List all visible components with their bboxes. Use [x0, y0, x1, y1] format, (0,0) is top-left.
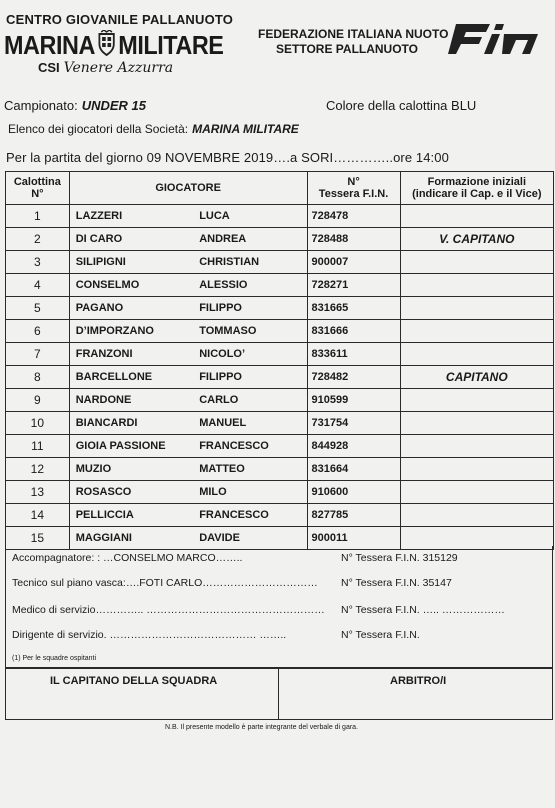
fin-logo-icon [448, 20, 546, 58]
roster-table [5, 171, 554, 550]
roster-cell-name: MANUEL [195, 412, 307, 435]
club-title-militare: MILITARE [118, 30, 224, 60]
roster-cell-number: 9 [6, 389, 70, 412]
roster-row [6, 435, 554, 458]
dirigente-tessera: N° Tessera F.I.N. [341, 629, 420, 641]
roster-cell-tessera: 833611 [307, 343, 400, 366]
club-subtitle-venere: Venere Azzurra [63, 60, 174, 76]
footer-note: N.B. Il presente modello è parte integrante del verbale di gara. [165, 724, 359, 731]
roster-cell-formazione [400, 297, 553, 320]
club-subtitle-csi: CSI [38, 60, 60, 75]
federation-name: FEDERAZIONE ITALIANA NUOTO [258, 27, 449, 41]
header-formazione: Formazione iniziali (indicare il Cap. e il Vice) [400, 172, 553, 205]
roster-cell-surname: MAGGIANI [69, 527, 195, 550]
roster-cell-formazione [400, 205, 553, 228]
campionato-label: Campionato: [4, 98, 78, 113]
roster-cell-number: 15 [6, 527, 70, 550]
accompagnatore: Accompagnatore: : …CONSELMO MARCO…….. [12, 552, 243, 564]
roster-cell-surname: NARDONE [69, 389, 195, 412]
roster-row [6, 389, 554, 412]
roster-cell-name: TOMMASO [195, 320, 307, 343]
roster-cell-number: 7 [6, 343, 70, 366]
fin-logo-text: FIN [448, 20, 450, 21]
footnote: (1) Per le squadre ospitanti [12, 655, 97, 662]
roster-cell-tessera: 900007 [307, 251, 400, 274]
header-calottina: Calottina N° [6, 172, 70, 205]
roster-cell-number: 11 [6, 435, 70, 458]
roster-cell-name: MILO [195, 481, 307, 504]
roster-cell-surname: BIANCARDI [69, 412, 195, 435]
roster-cell-number: 3 [6, 251, 70, 274]
roster-cell-name: ALESSIO [195, 274, 307, 297]
dirigente: Dirigente di servizio. …………………………………… …….. [12, 629, 287, 641]
colore-calottina: Colore della calottina BLU [326, 98, 477, 113]
roster-cell-formazione [400, 435, 553, 458]
roster-cell-name: DAVIDE [195, 527, 307, 550]
roster-cell-name: NICOLO’ [195, 343, 307, 366]
medico: Medico di servizio………….. …………………………………………… [12, 604, 325, 616]
roster-cell-name: LUCA [195, 205, 307, 228]
roster-row [6, 297, 554, 320]
roster-cell-number: 14 [6, 504, 70, 527]
roster-cell-tessera: 831664 [307, 458, 400, 481]
partita-info: Per la partita del giorno 09 NOVEMBRE 2019….a SORI…………..ore 14:00 [6, 150, 449, 165]
roster-cell-tessera: 827785 [307, 504, 400, 527]
roster-cell-formazione [400, 481, 553, 504]
medico-tessera: N° Tessera F.I.N. ….. ……………… [341, 604, 505, 616]
tecnico: Tecnico sul piano vasca:….FOTI CARLO…………………………… [12, 577, 318, 589]
club-title-marina: MARINA [4, 30, 95, 60]
roster-cell-number: 4 [6, 274, 70, 297]
roster-cell-number: 13 [6, 481, 70, 504]
roster-cell-surname: FRANZONI [69, 343, 195, 366]
roster-cell-formazione: V. CAPITANO [400, 228, 553, 251]
roster-cell-number: 8 [6, 366, 70, 389]
roster-cell-tessera: 728478 [307, 205, 400, 228]
roster-cell-formazione [400, 389, 553, 412]
roster-cell-name: CARLO [195, 389, 307, 412]
roster-cell-name: MATTEO [195, 458, 307, 481]
navy-crest-icon [97, 30, 117, 56]
campionato [4, 98, 146, 113]
club-title [4, 30, 223, 61]
roster-row [6, 504, 554, 527]
roster-cell-formazione [400, 274, 553, 297]
header-giocatore: GIOCATORE [69, 172, 307, 205]
roster-cell-formazione: CAPITANO [400, 366, 553, 389]
campionato-value: UNDER 15 [81, 98, 147, 113]
club-name-line: CENTRO GIOVANILE PALLANUOTO [6, 12, 234, 27]
roster-row [6, 366, 554, 389]
roster-cell-surname: SILIPIGNI [69, 251, 195, 274]
roster-cell-tessera: 731754 [307, 412, 400, 435]
roster-cell-tessera: 831666 [307, 320, 400, 343]
roster-cell-name: FRANCESCO [195, 435, 307, 458]
roster-cell-tessera: 910600 [307, 481, 400, 504]
roster-cell-surname: PAGANO [69, 297, 195, 320]
federation-sector: SETTORE PALLANUOTO [276, 42, 419, 56]
roster-cell-surname: DI CARO [69, 228, 195, 251]
roster-row [6, 205, 554, 228]
roster-cell-name: FRANCESCO [195, 504, 307, 527]
roster-cell-surname: GIOIA PASSIONE [69, 435, 195, 458]
header-tessera: N° Tessera F.I.N. [307, 172, 400, 205]
elenco-value: MARINA MILITARE [192, 122, 299, 136]
roster-cell-tessera: 728488 [307, 228, 400, 251]
roster-cell-number: 10 [6, 412, 70, 435]
roster-cell-surname: MUZIO [69, 458, 195, 481]
signature-capitano: IL CAPITANO DELLA SQUADRA [50, 675, 218, 687]
roster-cell-formazione [400, 458, 553, 481]
club-subtitle [38, 60, 173, 76]
roster-cell-number: 2 [6, 228, 70, 251]
roster-row [6, 343, 554, 366]
roster-cell-surname: BARCELLONE [69, 366, 195, 389]
roster-row [6, 251, 554, 274]
roster-cell-formazione [400, 320, 553, 343]
roster-header-row [6, 172, 554, 205]
roster-row [6, 228, 554, 251]
roster-cell-number: 1 [6, 205, 70, 228]
roster-cell-tessera: 831665 [307, 297, 400, 320]
roster-cell-formazione [400, 504, 553, 527]
roster-cell-surname: LAZZERI [69, 205, 195, 228]
roster-row [6, 320, 554, 343]
roster-cell-name: FILIPPO [195, 297, 307, 320]
roster-cell-name: ANDREA [195, 228, 307, 251]
roster-cell-tessera: 900011 [307, 527, 400, 550]
elenco-label: Elenco dei giocatori della Società: [8, 122, 189, 136]
roster-cell-tessera: 728271 [307, 274, 400, 297]
signature-divider [278, 668, 279, 720]
roster-cell-surname: PELLICCIA [69, 504, 195, 527]
roster-cell-number: 5 [6, 297, 70, 320]
roster-row [6, 481, 554, 504]
roster-cell-surname: D’IMPORZANO [69, 320, 195, 343]
roster-cell-formazione [400, 343, 553, 366]
roster-cell-tessera: 728482 [307, 366, 400, 389]
roster-cell-number: 6 [6, 320, 70, 343]
roster-cell-formazione [400, 412, 553, 435]
accompagnatore-tessera: N° Tessera F.I.N. 315129 [341, 552, 458, 564]
roster-cell-tessera: 844928 [307, 435, 400, 458]
roster-cell-tessera: 910599 [307, 389, 400, 412]
roster-row [6, 412, 554, 435]
roster-cell-name: FILIPPO [195, 366, 307, 389]
roster-cell-name: CHRISTIAN [195, 251, 307, 274]
roster-row [6, 458, 554, 481]
roster-cell-formazione [400, 251, 553, 274]
roster-cell-surname: ROSASCO [69, 481, 195, 504]
tecnico-tessera: N° Tessera F.I.N. 35147 [341, 577, 452, 589]
signature-arbitro: ARBITRO/I [390, 675, 447, 687]
roster-cell-number: 12 [6, 458, 70, 481]
elenco-societa [8, 122, 299, 136]
roster-cell-surname: CONSELMO [69, 274, 195, 297]
roster-row [6, 274, 554, 297]
